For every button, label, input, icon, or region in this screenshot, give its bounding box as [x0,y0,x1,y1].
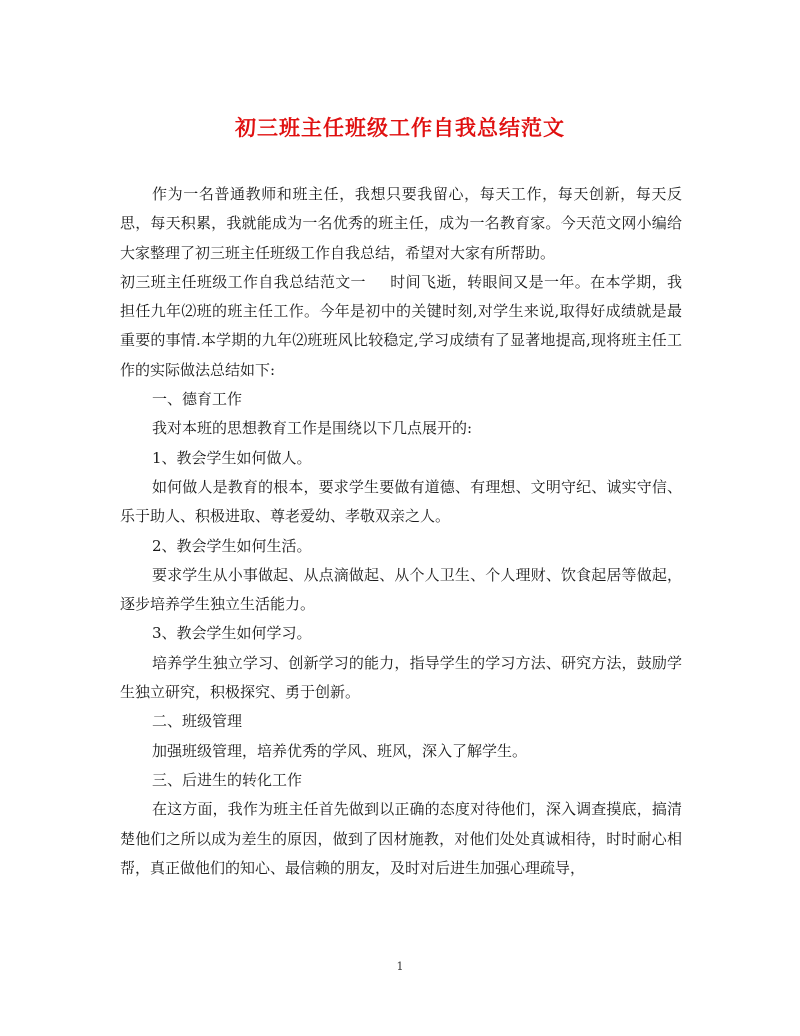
transform-heading: 三、后进生的转化工作 [152,770,303,789]
document-body [120,180,682,883]
section-one-paragraph [120,268,682,385]
moral-heading: 一、德育工作 [152,390,243,409]
transform-text: 在这方面，我作为班主任首先做到以正确的态度对待他们，深入调查摸底，搞清楚他们之所以成为差生的原因，做到了因材施教，对他们处处真诚相待，时时耐心相帮，真正做他们的知心、最信赖的朋友，及时对后进生加强心理疏导， [120,800,682,877]
point2-text: 要求学生从小事做起、从点滴做起、从个人卫生、个人理财、饮食起居等做起，逐步培养学生独立生活能力。 [120,565,682,614]
intro-paragraph: 作为一名普通教师和班主任，我想只要我留心，每天工作，每天创新，每天反思，每天积累，我就能成为一名优秀的班主任，成为一名教育家。今天范文网小编给大家整理了初三班主任班级工作自我总结，希望对大家有所帮助。 [120,185,682,262]
class-text: 加强班级管理，培养优秀的学风、班风，深入了解学生。 [152,741,528,760]
section-one-heading: 初三班主任班级工作自我总结范文一 [120,272,366,291]
class-heading: 二、班级管理 [152,712,243,731]
point1-text: 如何做人是教育的根本，要求学生要做有道德、有理想、文明守纪、诚实守信、乐于助人、积极进取、尊老爱幼、孝敬双亲之人。 [120,477,682,526]
moral-intro: 我对本班的思想教育工作是围绕以下几点展开的: [152,419,473,438]
point1-heading: 1、教会学生如何做人。 [152,448,312,467]
point3-text: 培养学生独立学习、创新学习的能力，指导学生的学习方法、研究方法，鼓励学生独立研究，积极探究、勇于创新。 [120,653,682,702]
point3-heading: 3、教会学生如何学习。 [152,624,312,643]
section-one-text: 时间飞逝，转眼间又是一年。在本学期，我担任九年⑵班的班主任工作。今年是初中的关键时刻,对学生来说,取得好成绩就是最重要的事情.本学期的九年⑵班班风比较稳定,学习成绩有了显著地提高,现将班主任工作的实际做法总结如下: [120,272,682,379]
point2-heading: 2、教会学生如何生活。 [152,536,312,555]
document-title: 初三班主任班级工作自我总结范文 [235,115,565,140]
page-number: 1 [396,960,404,973]
